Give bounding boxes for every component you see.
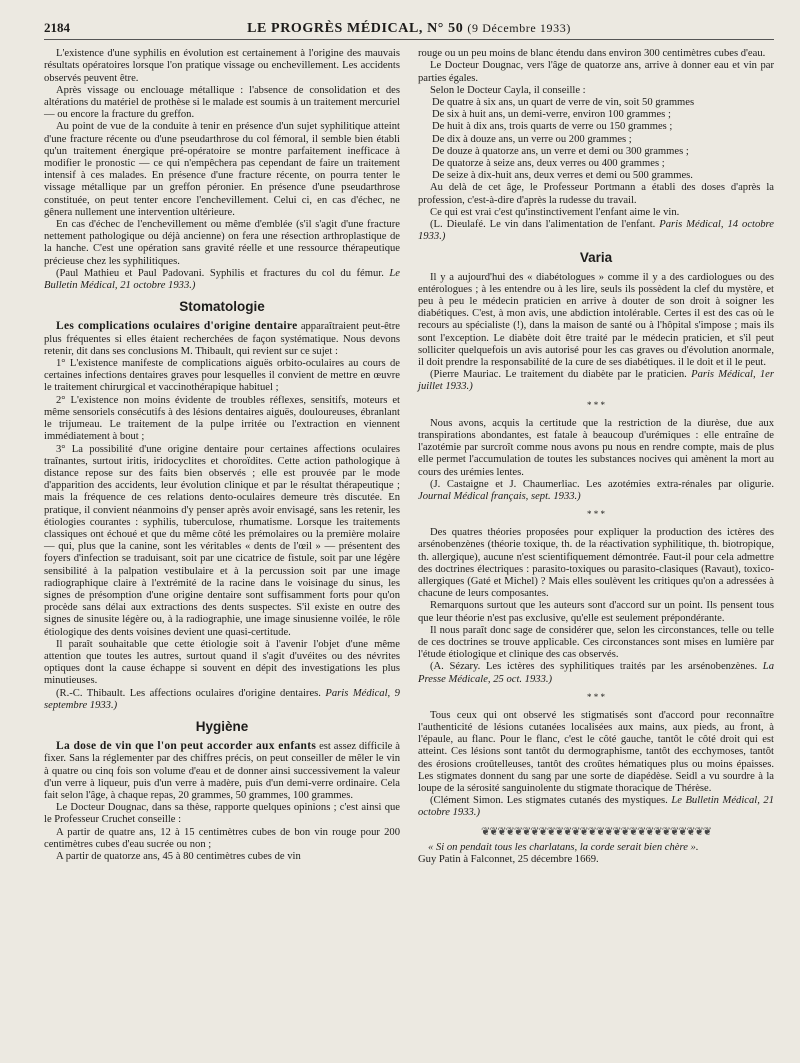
list-item: 1° L'existence manifeste de complications aiguës orbito-oculaires au cours de certaines infections dentaires graves pour lesquelles il convient de mettre en œuvre le traitement chirurgical et vaccinothérapique habituel ; <box>44 358 400 394</box>
paragraph: Tous ceux qui ont observé les stigmatisés sont d'accord pour reconnaître l'authenticité de lésions cutanées localisées aux mains, aux pieds, au front, à l'épaule, au flanc. Pour le flanc, c'est le côté gauche, tantôt le côté droit qui est atteint. Ces lésions sont tantôt du dermographisme, tantôt des ecchymoses, tantôt des érosions croûtelleuses, tantôt des croûtes hématiques plus ou moins épaisses. Les stigmates donnent du sang par une sorte de diapédèse. Seidl a vu sourdre à la loupe de la sérosité sanguinolente du stigmate thoracique de Thérèse. <box>418 709 774 794</box>
paragraph: Le Docteur Dougnac, vers l'âge de quatorze ans, arrive à donner eau et vin par parties égales. <box>418 60 774 84</box>
paragraph: La dose de vin que l'on peut accorder aux enfants est assez difficile à fixer. Sans la réglementer par des chiffres précis, on peut conseiller de mêler le vin à quatre ou cinq fois son volume d'eau et de donner ainsi successivement la valeur d'un verre à liqueur, puis d'un verre à madère, puis d'un demi-verre ordinaire. Cela fait selon l'âge, à chaque repas, 20 grammes, 50 grammes, 100 grammes. <box>44 740 401 801</box>
paragraph: Remarquons surtout que les auteurs sont d'accord sur un point. Ils pensent tous que leur théorie n'est pas exclusive, qu'elle est seulement prépondérante. <box>418 600 774 624</box>
journal-title: LE PROGRÈS MÉDICAL, N° 50 (9 Décembre 1933) <box>247 21 571 36</box>
paragraph: A partir de quatre ans, 12 à 15 centimètres cubes de bon vin rouge pour 200 centimètres cubes d'eau sucrée ou non ; <box>44 826 400 850</box>
paragraph: Au point de vue de la conduite à tenir en présence d'un sujet syphilitique atteint d'une fracture récente ou d'une pseudarthrose du col fémoral, il semble bien établi qu'un traitement énergique pré-opératoire se montre parfaitement inefficace à modifier le pronostic — ce qui n'empêchera pas cependant de faire un traitement intensif à ces malades. En présence d'une fracture récente, on pourra tenter le vissage métallique par un greffon péronier. En présence d'une pseudarthrose constituée, on peut tenter encore l'enchevillement. Celui ci, en cas d'échec, ne gênera nullement une intervention ultérieure. <box>44 121 400 218</box>
section-separator: * * * <box>587 509 605 520</box>
list-item: De seize à dix-huit ans, deux verres et demi ou 500 grammes. <box>432 170 693 182</box>
list-item: De douze à quatorze ans, un verre et demi ou 300 grammes ; <box>432 145 689 157</box>
section-heading-stomatologie: Stomatologie <box>179 299 265 315</box>
epigraph-author: Guy Patin à Falconnet, 25 décembre 1669. <box>418 853 599 865</box>
section-separator: * * * <box>587 691 605 702</box>
paragraph: Selon le Docteur Cayla, il conseille : <box>430 84 586 96</box>
paragraph: rouge ou un peu moins de blanc étendu dans environ 300 centimètres cubes d'eau. <box>418 48 766 60</box>
citation: (Pierre Mauriac. Le traitement du diabète par le praticien. Paris Médical, 1er juillet 1933.) <box>418 369 775 393</box>
paragraph: Il y a aujourd'hui des « diabétologues » comme il y a des cardiologues ou des entérologues ; à les entendre ou à les lire, seuls ils possèdent la clef du mystère, et peu à peu le médecin praticien en arrive à douter de son droit à soigner les diabétiques. C'est, à mon avis, une abdiction intolérable. Certes il est des cas où le recours au spécialiste (!), dans la maison de santé ou à l'hôpital s'impose ; mais ils sont l'exception. Le diabète doit être traité par le médecin praticien, et s'il peut solliciter quelquefois un avis autorisé pour les cas graves ou d'évolution anormale, il doit prendre la responsabilité de la cure de ses diabétiques. il le doit et il le peut. <box>418 271 774 369</box>
section-separator: * * * <box>587 399 605 410</box>
citation: (Clément Simon. Les stigmates cutanés des mystiques. Le Bulletin Médical, 21 octobre 1933.) <box>418 795 775 819</box>
ornament-divider: ❦❦❦❦❦❦❦❦❦❦❦❦❦❦❦❦❦❦❦❦❦❦❦❦❦❦❦❦ <box>480 825 712 838</box>
paragraph: A partir de quatorze ans, 45 à 80 centimètres cubes de vin <box>56 851 301 862</box>
citation: (L. Dieulafé. Le vin dans l'alimentation de l'enfant. Paris Médical, 14 octobre 1933.) <box>418 219 774 243</box>
paragraph: Le Docteur Dougnac, dans sa thèse, rapporte quelques opinions ; c'est ainsi que le Professeur Cruchet conseille : <box>44 802 400 826</box>
paragraph: Après vissage ou enclouage métallique : l'absence de consolidation et des altérations du matériel de prothèse si le malade est soumis à un traitement mercuriel — ou encore la fracture du greffon. <box>44 84 400 121</box>
citation: (J. Castaigne et J. Chaumerliac. Les azotémies extra-rénales par oligurie. Journal Médical français, sept. 1933.) <box>418 478 774 502</box>
paragraph: Il nous paraît donc sage de considérer que, selon les circonstances, telle ou telle de ces doctrines se trouve applicable. Ces circonstances sont mises en lumière par l'étude étiologique et clinique des cas observés. <box>418 624 774 661</box>
section-heading-varia: Varia <box>579 250 613 266</box>
paragraph: Nous avons, acquis la certitude que la restriction de la diurèse, due aux transpirations abondantes, est fatale à beaucoup d'urémiques : elle entraîne de l'azotémie par surcroît comme nous avons pu nous en rendre compte, mais de plus elle permet l'accumulation de toutes les substances nocives qui amènent la mort au cours des urémies lentes. <box>418 417 774 478</box>
page-number: 2184 <box>44 20 70 35</box>
paragraph: En cas d'échec de l'enchevillement ou même d'emblée (s'il s'agit d'une fracture nettement pathologique ou déjà ancienne) on fera une résection arthroplastique de la hanche. C'est une opération sans gravité réelle et une ressource thérapeutique précieuse chez les syphilitiques. <box>44 219 400 267</box>
paragraph: Il paraît souhaitable que cette étiologie soit à l'avenir l'objet d'une même attention que toutes les autres, surtout quand il s'agit d'uvéites ou des névrites optiques dont la cause échappe si souvent en dépit des investigations les plus minutieuses. <box>44 638 400 687</box>
paragraph: Au delà de cet âge, le Professeur Portmann a établi des doses d'après la profession, c'est-à-dire d'après la rudesse du travail. <box>418 182 774 206</box>
list-item: De quatorze à seize ans, deux verres ou 400 grammes ; <box>432 158 665 170</box>
list-item: 2° L'existence non moins évidente de troubles réflexes, sensitifs, moteurs et même sensoriels consécutifs à des lésions dentaires aiguës, douloureuses, ébranlant le trijumeau. Le traitement de la pulpe irritée ou l'extraction en viennent immédiatement à bout ; <box>44 394 400 443</box>
right-column <box>418 48 774 866</box>
list-item: De quatre à six ans, un quart de verre de vin, soit 50 grammes <box>432 97 695 109</box>
citation: (A. Sézary. Les ictères des syphilitiques traités par les arsénobenzènes. La Presse Médicale, 25 oct. 1933.) <box>418 661 774 685</box>
paragraph: Les complications oculaires d'origine dentaire apparaîtraient peut-être plus fréquentes si elles étaient recherchées de façon systématique. Nous devons retenir, dit dans ses conclusions M. Thibault, qui revient sur ce sujet : <box>44 320 400 357</box>
list-item: 3° La possibilité d'une origine dentaire pour certaines affections oculaires traînantes, surtout iritis, iridocyclites et choroïdites. Cette action pathologique à distance repose sur des faits bien observés ; elle est prouvée par le mode d'apparition des accidents, leur évolution clinique et par le résultat thérapeutique ; mais la fréquence de ces relations dento-oculaires demeure très discutée. En pratique, il convient néanmoins d'y penser après avoir envisagé, sans les retenir, les étiologies courantes : syphilis, tuberculose, rhumatisme. Lorsque les traitements classiques ont échoué et que du même côté les prémolaires ou la première molaire — qui, plus que la canine, sont les véritables « dents de l'œil » — présentent des foyers d'infection se traduisant, soit par une cicatrice de fistule, soit par une légère sensibilité à la palpation vestibulaire et à la percussion soit par une image radiographique claire à l'extrémité de la racine dans le voisinage du sinus, les signes de présomption d'une origine dentaire sont suffisamment forts pour qu'on procède sans délai aux extractions des dents suspectes. S'il existe en outre des signes de sinusite légère ou, à la radiographie, une image sinusienne voilée, le rôle étiologique des dents voisines devient une quasi-certitude. <box>44 443 400 638</box>
list-item: De dix à douze ans, un verre ou 200 grammes ; <box>432 133 632 145</box>
citation: (R.-C. Thibault. Les affections oculaires d'origine dentaires. Paris Médical, 9 septembre 1933.) <box>44 687 400 711</box>
paragraph: Des quatres théories proposées pour expliquer la production des ictères des arsénobenzènes (théorie toxique, th. de la réactivation syphilitique, th. biotropique, th. allergique), aucune n'est scientifiquement démontrée. Faut-il pour cela admettre des doctrines électriques : parasito-toxiques ou parasito-clasiques (Ravaut), toxico-allergiques (Gaté et Michel) ? Mais elles soulèvent les critiques qu'on a adressées à chacune de leurs composantes. <box>418 527 774 600</box>
left-column <box>44 48 400 866</box>
citation: (Paul Mathieu et Paul Padovani. Syphilis et fractures du col du fémur. Le Bulletin Médical, 21 octobre 1933.) <box>44 267 400 292</box>
paragraph: L'existence d'une syphilis en évolution est certainement à l'origine des mauvais résultats opératoires lorsque l'on pratique vissage ou enchevillement. Les accidents observés peuvent être. <box>44 48 400 84</box>
list-item: De huit à dix ans, trois quarts de verre ou 150 grammes ; <box>432 121 673 133</box>
section-heading-hygiene: Hygiène <box>195 718 249 734</box>
issue-date: (9 Décembre 1933) <box>467 21 571 35</box>
paragraph: Ce qui est vrai c'est qu'instinctivement l'enfant aime le vin. <box>430 206 680 218</box>
epigraph-quote: « Si on pendait tous les charlatans, la corde serait bien chère ». <box>428 841 699 853</box>
list-item: De six à huit ans, un demi-verre, environ 100 grammes ; <box>432 109 671 121</box>
running-header <box>44 22 774 40</box>
